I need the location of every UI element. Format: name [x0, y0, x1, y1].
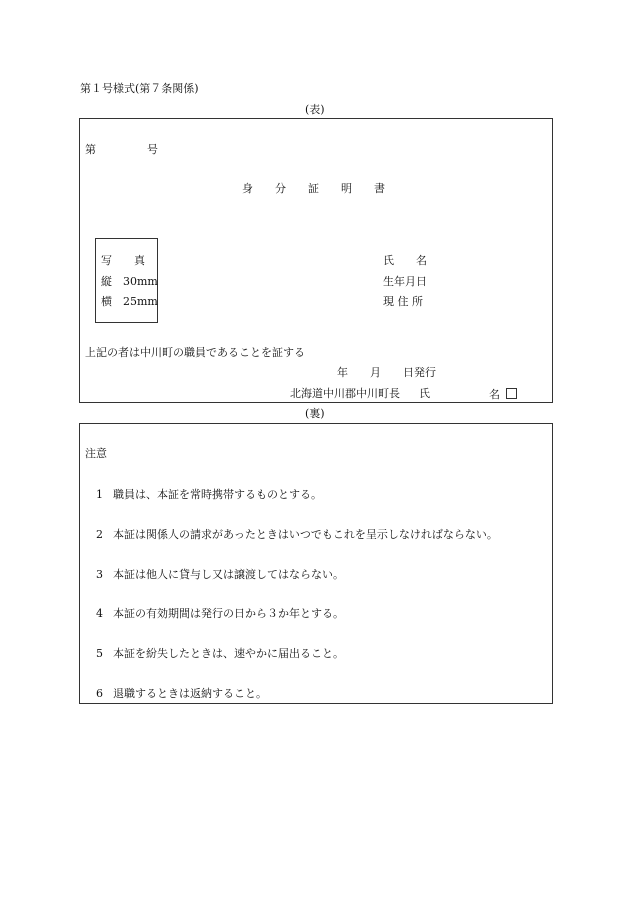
photo-label: 写 真 — [101, 254, 145, 267]
field-address-label: 現 住 所 — [383, 295, 423, 308]
issuer-name-suffix — [489, 388, 517, 400]
field-name-label: 氏 名 — [383, 254, 427, 267]
photo-width: 横 25mm — [101, 295, 158, 308]
note-number: 1 — [96, 488, 103, 501]
number-suffix: 号 — [147, 143, 158, 156]
notes-heading: 注意 — [85, 447, 107, 460]
note-text: 本証は他人に貸与し又は譲渡してはならない。 — [113, 568, 344, 581]
note-text: 本証を紛失したときは、速やかに届出ること。 — [113, 647, 344, 660]
note-number: 5 — [96, 647, 103, 660]
form-label: 第１号様式(第７条関係) — [80, 82, 199, 95]
field-birthdate-label: 生年月日 — [383, 275, 427, 288]
note-text: 退職するときは返納すること。 — [113, 687, 267, 700]
note-text: 本証の有効期間は発行の日から３か年とする。 — [113, 607, 344, 620]
photo-height: 縦 30mm — [101, 275, 158, 288]
page-title: 身分証明書 — [242, 182, 407, 195]
note-number: 2 — [96, 528, 103, 541]
number-prefix: 第 — [85, 143, 96, 156]
certification-text: 上記の者は中川町の職員であることを証する — [85, 346, 305, 359]
front-side-label: (表) — [305, 103, 325, 116]
seal-icon — [506, 388, 517, 399]
issuer-title: 北海道中川郡中川町長 — [290, 387, 400, 400]
note-number: 3 — [96, 568, 103, 581]
issuer-name-suffix-text: 名 — [489, 388, 500, 401]
note-number: 4 — [96, 607, 103, 620]
back-card — [79, 423, 553, 704]
note-number: 6 — [96, 687, 103, 700]
issuer-name-prefix: 氏 — [419, 387, 430, 400]
back-side-label: (裏) — [305, 407, 325, 420]
note-text: 本証は関係人の請求があったときはいつでもこれを呈示しなければならない。 — [113, 528, 498, 541]
note-text: 職員は、本証を常時携帯するものとする。 — [113, 488, 322, 501]
issue-date-line: 年 月 日発行 — [337, 366, 436, 379]
